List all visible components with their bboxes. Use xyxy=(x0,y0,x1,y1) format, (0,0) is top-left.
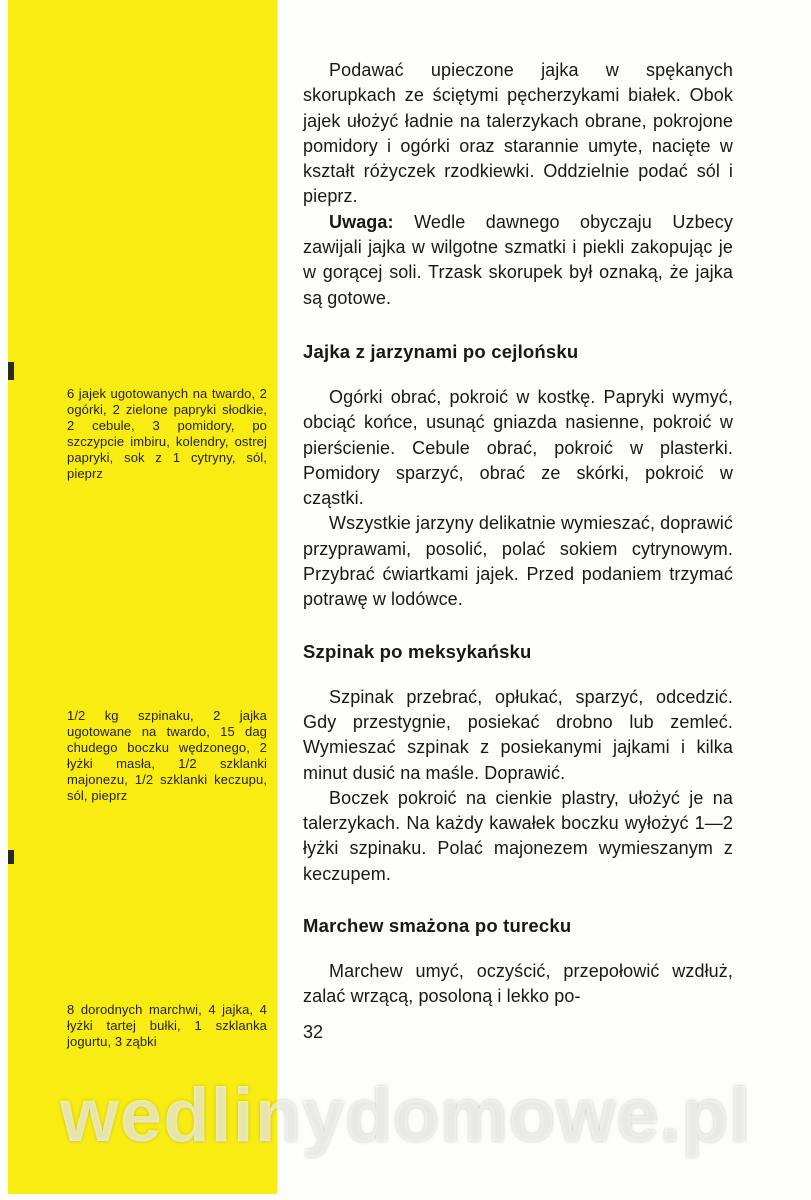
intro-paragraph: Podawać upieczone jajka w spękanych skorupkach ze ściętymi pęcherzykami białek. Obok jajek ułożyć ładnie na talerzykach obrane, pokrojone pomidory i ogórki oraz starannie umyte, nacięte w kształt różyczek rzodkiewki. Oddzielnie podać sól i pieprz. xyxy=(303,60,733,207)
recipe-title-meksykansku: Szpinak po meksykańsku xyxy=(303,640,532,662)
ingredient-list-meksykansku: 1/2 kg szpinaku, 2 jajka ugotowane na twardo, 15 dag chudego boczku wędzonego, 2 łyżki masła, 1/2 szklanki majonezu, 1/2 szklanki keczupu, sól, pieprz xyxy=(67,708,267,803)
recipe-paragraph: Marchew umyć, oczyścić, przepołowić wzdłuż, zalać wrzącą, posoloną i lekko po- xyxy=(303,961,733,1007)
ingredient-list-cejlonsku: 6 jajek ugotowanych na twardo, 2 ogórki, 2 zielone papryki słodkie, 2 cebule, 3 pomidory, po szczypcie imbiru, kolendry, ostrej papryki, sok z 1 cytryny, sól, pieprz xyxy=(67,386,267,481)
recipe-title-cejlonsku: Jajka z jarzynami po cejlońsku xyxy=(303,340,579,362)
main-text-column xyxy=(303,0,733,1043)
print-mark xyxy=(8,850,14,864)
recipe-paragraph: Ogórki obrać, pokroić w kostkę. Papryki wymyć, obciąć końce, usunąć gniazda nasienne, pokroić w pierścienie. Cebule obrać, pokroić w plasterki. Pomidory sparzyć, obrać ze skórki, pokroić w cząstki. xyxy=(303,386,733,509)
recipe-paragraph: Boczek pokroić na cienkie plastry, ułożyć je na talerzykach. Na każdy kawałek boczku wyłożyć 1—2 łyżki szpinaku. Polać majonezem wymieszanym z keczupem. xyxy=(303,787,733,884)
watermark: wedlinydomowe.pl xyxy=(59,1073,752,1158)
print-mark xyxy=(8,362,14,380)
page-number: 32 xyxy=(303,1021,324,1042)
ingredient-list-turecku: 8 dorodnych marchwi, 4 jajka, 4 łyżki tartej bułki, 1 szklanka jogurtu, 3 ząbki xyxy=(67,1002,267,1049)
recipe-paragraph: Wszystkie jarzyny delikatnie wymieszać, doprawić przyprawami, posolić, polać sokiem cytrynowym. Przybrać ćwiartkami jajek. Przed podaniem trzymać potrawę w lodówce. xyxy=(303,513,733,610)
note-label: Uwaga: xyxy=(329,211,394,232)
note-text: Wedle dawnego obyczaju Uzbecy zawijali jajka w wilgotne szmatki i piekli zakopując je w gorącej soli. Trzask skorupek był oznaką, że jajka są gotowe. xyxy=(303,211,733,308)
note-paragraph xyxy=(303,210,733,311)
recipe-paragraph: Szpinak przebrać, opłukać, sparzyć, odcedzić. Gdy przestygnie, posiekać drobno lub zemleć. Wymieszać szpinak z posiekanymi jajkami i kilka minut dusić na maśle. Doprawić. xyxy=(303,686,733,783)
recipe-title-turecku: Marchew smażona po turecku xyxy=(303,915,572,937)
